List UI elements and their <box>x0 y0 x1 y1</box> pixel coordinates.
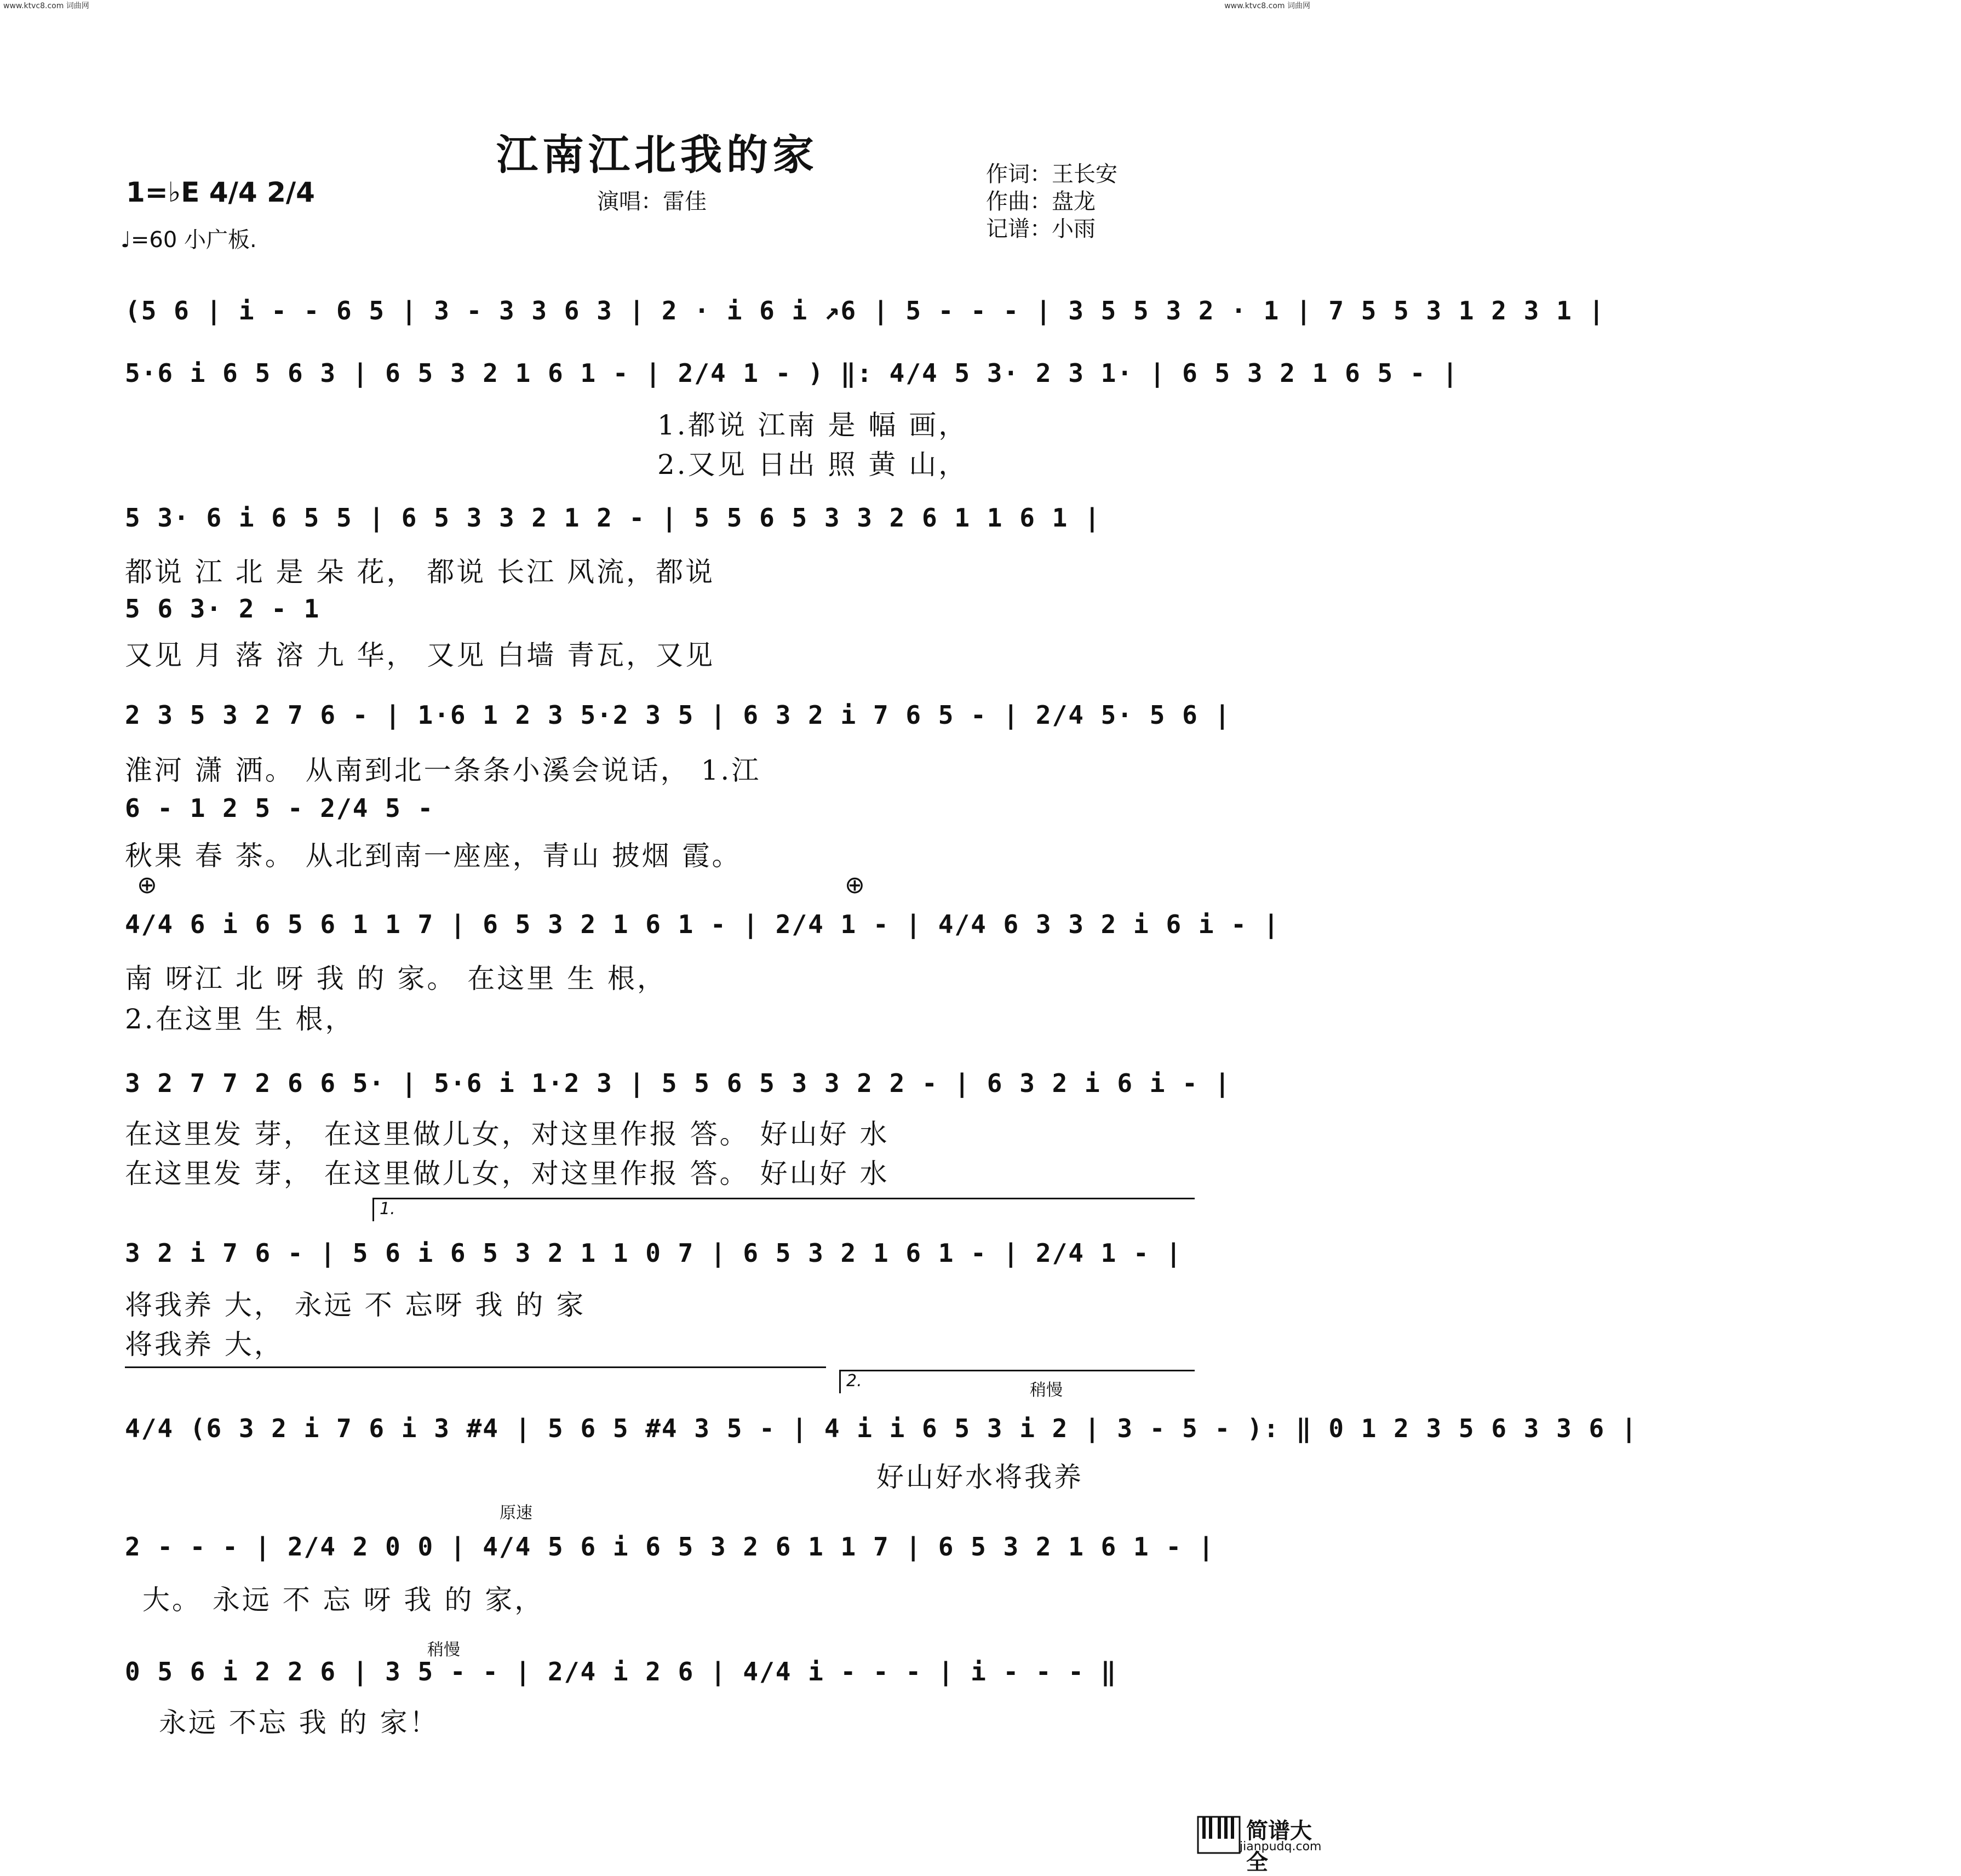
lyric-row-2b: 2.又见 日出 照 黄 山， <box>657 449 968 481</box>
lyric-row-6a: 在这里发 芽， 在这里做儿女，对这里作报 答。 好山好 水 <box>125 1118 890 1150</box>
volta-first-ending: 1. <box>372 1198 1195 1221</box>
song-title: 江南江北我的家 <box>496 130 818 179</box>
notation-row-3: 5 3· 6 i 6 5 5 | 6 5 3 3 2 1 2 - | 5 5 6 5 3 3 2 6 1 1 6 1 | <box>125 503 1101 533</box>
notation-row-3-alt: 5 6 3· 2 - 1 <box>125 594 320 624</box>
transcriber: 记谱：小雨 <box>986 216 1096 242</box>
composer: 作曲：盘龙 <box>986 189 1096 214</box>
header-right: www.ktvc8.com 词曲网 <box>1224 2 1310 10</box>
notation-row-4-alt: 6 - 1 2 5 - 2/4 5 - <box>125 793 434 823</box>
lyric-row-4a: 淮河 潇 洒。 从南到北一条条小溪会说话， 1.江 <box>125 754 761 786</box>
lyric-row-3b: 又见 月 落 溶 九 华， 又见 白墙 青瓦，又见 <box>125 639 715 671</box>
singer: 演唱：雷佳 <box>597 189 707 214</box>
notation-row-9: 2 - - - | 2/4 2 0 0 | 4/4 5 6 i 6 5 3 2 6 1 1 7 | 6 5 3 2 1 6 1 - | <box>125 1532 1215 1562</box>
notation-row-8: 4/4 (6 3 2 i 7 6 i 3 #4 | 5 6 5 #4 3 5 - | 4 i i 6 5 3 i 2 | 3 - 5 - ): ‖ 0 1 2 3 5 6 3 3 6 | <box>125 1414 1638 1443</box>
lyric-row-8: 好山好水将我养 <box>876 1461 1083 1493</box>
lyric-row-7a: 将我养 大， 永远 不 忘呀 我 的 家 <box>125 1289 586 1321</box>
lyric-row-5a: 南 呀江 北 呀 我 的 家。 在这里 生 根， <box>125 963 667 994</box>
tempo-marking: ♩=60 小广板. <box>121 227 257 253</box>
first-ending-underline <box>125 1366 826 1368</box>
site-logo <box>1197 1814 1322 1875</box>
logo-site: jianpudq.com <box>1240 1840 1322 1854</box>
notation-row-1: (5 6 | i - - 6 5 | 3 - 3 3 6 3 | 2 · i 6 i ↗6 | 5 - - - | 3 5 5 3 2 · 1 | 7 5 5 3 1 2 3 1 | <box>125 296 1606 325</box>
expression-slow-2: 稍慢 <box>427 1640 460 1660</box>
notation-row-10: 0 5 6 i 2 2 6 | 3 5 - - | 2/4 i 2 6 | 4/4 i - - - | i - - - ‖ <box>125 1657 1117 1686</box>
lyric-row-6b: 在这里发 芽， 在这里做儿女，对这里作报 答。 好山好 水 <box>125 1158 890 1189</box>
notation-row-6: 3 2 7 7 2 6 6 5· | 5·6 i 1·2 3 | 5 5 6 5 3 3 2 2 - | 6 3 2 i 6 i - | <box>125 1068 1231 1098</box>
volta-second-ending: 2. <box>839 1370 1195 1393</box>
lyric-row-3a: 都说 江 北 是 朵 花， 都说 长江 风流，都说 <box>125 556 715 588</box>
lyric-row-2a: 1.都说 江南 是 幅 画， <box>657 409 968 441</box>
lyric-row-10: 永远 不忘 我 的 家！ <box>159 1707 439 1738</box>
notation-row-4: 2 3 5 3 2 7 6 - | 1·6 1 2 3 5·2 3 5 | 6 3 2 i 7 6 5 - | 2/4 5· 5 6 | <box>125 700 1231 730</box>
expression-slow-1: 稍慢 <box>1030 1381 1063 1400</box>
lyric-row-5b: 2.在这里 生 根， <box>125 1003 355 1035</box>
expression-tempo-back: 原速 <box>500 1503 532 1523</box>
notation-row-2: 5·6 i 6 5 6 3 | 6 5 3 2 1 6 1 - | 2/4 1 - ) ‖: 4/4 5 3· 2 3 1· | 6 5 3 2 1 6 5 - | <box>125 358 1459 388</box>
lyric-row-9: 大。 永远 不 忘 呀 我 的 家， <box>142 1584 544 1616</box>
lyricist: 作词：王长安 <box>986 162 1117 187</box>
logo-brand: 简谱大全 <box>1246 1818 1312 1875</box>
lyric-row-7b: 将我养 大， <box>125 1329 284 1360</box>
notation-row-7: 3 2 i 7 6 - | 5 6 i 6 5 3 2 1 1 0 7 | 6 5 3 2 1 6 1 - | 2/4 1 - | <box>125 1238 1183 1268</box>
coda-sign-icon: ⊕ <box>137 871 157 899</box>
piano-keys-icon <box>1197 1816 1241 1854</box>
coda-sign-icon-2: ⊕ <box>845 871 865 899</box>
key-signature: 1=♭E 4/4 2/4 <box>126 176 315 208</box>
header-left: www.ktvc8.com 词曲网 <box>3 2 89 10</box>
lyric-row-4b: 秋果 春 茶。 从北到南一座座，青山 披烟 霞。 <box>125 840 742 872</box>
notation-row-5: 4/4 6 i 6 5 6 1 1 7 | 6 5 3 2 1 6 1 - | 2/4 1 - | 4/4 6 3 3 2 i 6 i - | <box>125 910 1280 939</box>
